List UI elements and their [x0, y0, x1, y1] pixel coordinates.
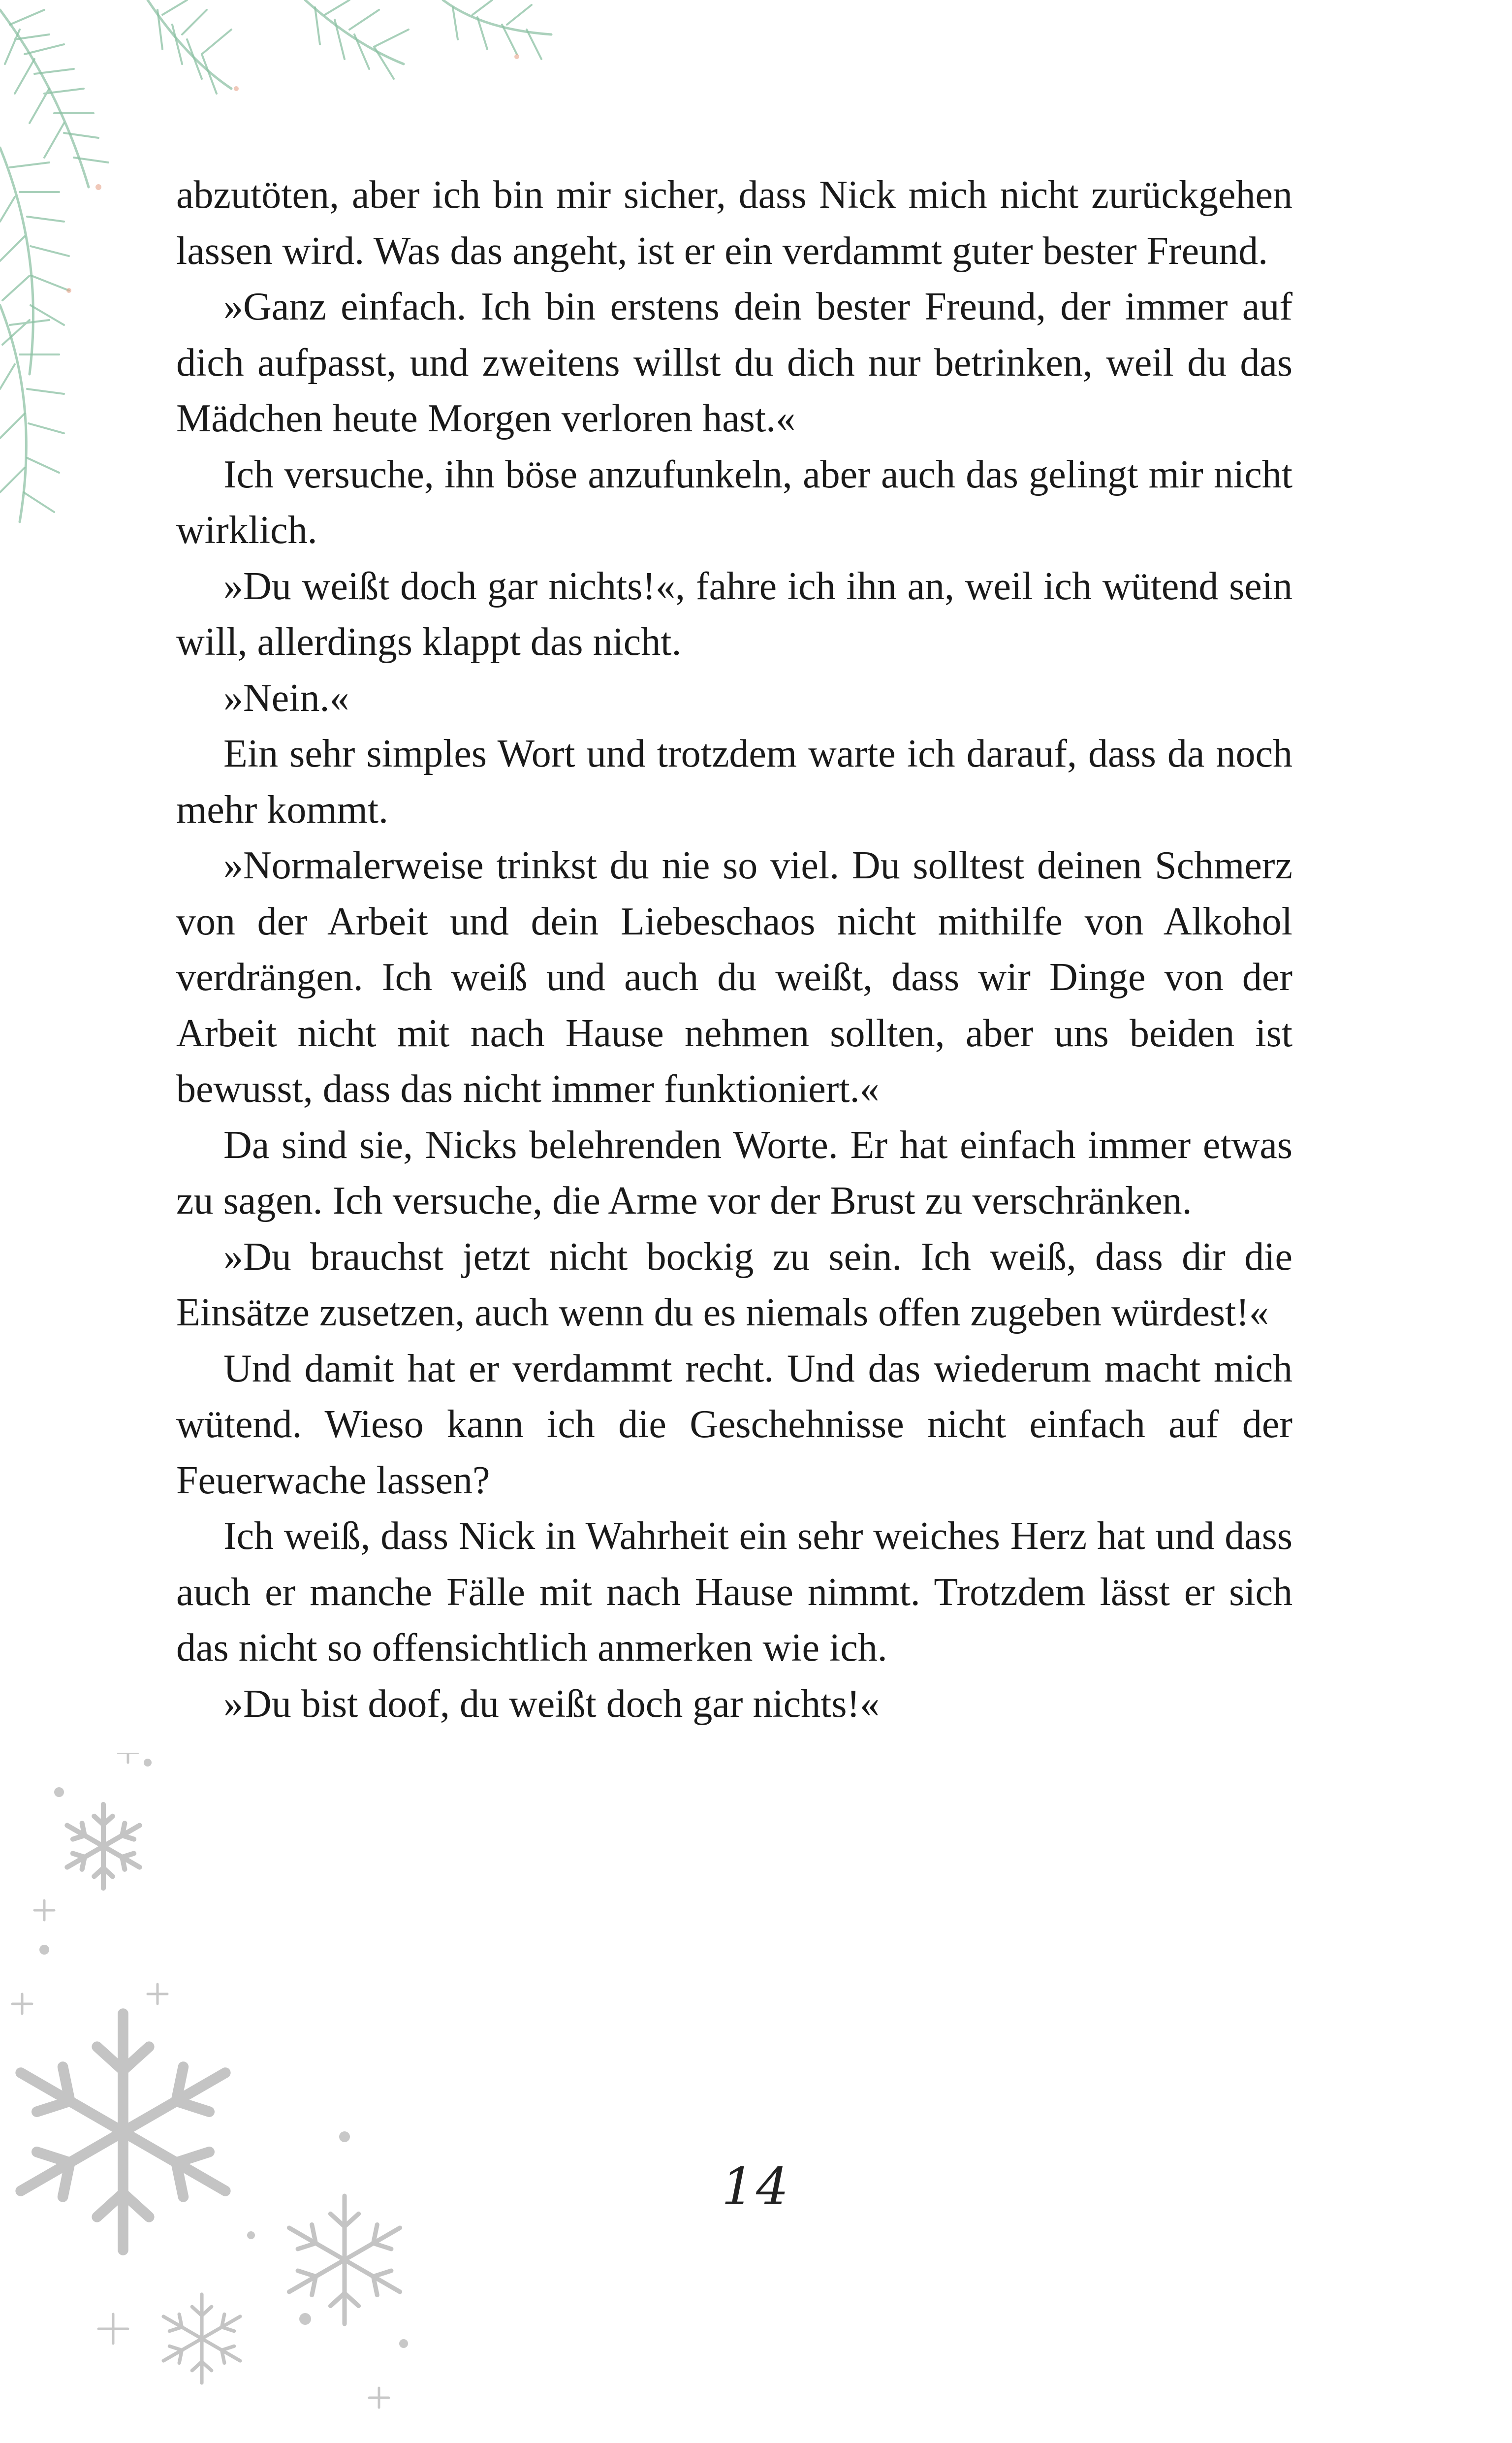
paragraph: »Nein.« — [223, 676, 349, 720]
page-number: 14 — [721, 2156, 791, 2217]
paragraph: Und damit hat er verdammt recht. Und das wiederum macht mich wütend. Wieso kann ich die Geschehnisse nicht einfach auf der Feuerwache lassen? — [176, 1347, 1292, 1502]
paragraph: Ich versuche, ihn böse anzufunkeln, aber auch das gelingt mir nicht wirklich. — [176, 452, 1292, 552]
snowflake-icon — [0, 1753, 472, 2443]
paragraph: abzutöten, aber ich bin mir sicher, dass Nick mich nicht zurückgehen lassen wird. Was das angeht, ist er ein verdammt guter bester Freund. — [176, 173, 1292, 273]
paragraph: »Du brauchst jetzt nicht bockig zu sein. Ich weiß, dass dir die Einsätze zusetzen, auch wenn du es niemals offen zugeben würdest!« — [176, 1235, 1292, 1334]
paragraph: Ein sehr simples Wort und trotzdem warte ich darauf, dass da noch mehr kommt. — [176, 732, 1292, 832]
paragraph: Ich weiß, dass Nick in Wahrheit ein sehr weiches Herz hat und dass auch er manche Fälle mit nach Hause nimmt. Trotzdem lässt er sich das nicht so offensichtlich anmerken wie ich. — [176, 1514, 1292, 1670]
paragraph: »Du weißt doch gar nichts!«, fahre ich ihn an, weil ich wütend sein will, allerdings klappt das nicht. — [176, 564, 1292, 664]
paragraph: »Normalerweise trinkst du nie so viel. Du solltest deinen Schmerz von der Arbeit und dein Liebeschaos nicht mithilfe von Alkohol verdrängen. Ich weiß und auch du weißt, dass wir Dinge von der Arbeit nicht mit nach Hause nehmen sollten, aber uns beiden ist bewusst, dass das nicht immer funktioniert.« — [176, 844, 1292, 1111]
paragraph: Da sind sie, Nicks belehrenden Worte. Er hat einfach immer etwas zu sagen. Ich versuche, die Arme vor der Brust zu verschränken. — [176, 1123, 1292, 1222]
paragraph: »Du bist doof, du weißt doch gar nichts!« — [223, 1682, 880, 1726]
paragraph: »Ganz einfach. Ich bin erstens dein bester Freund, der immer auf dich aufpasst, und zweitens willst du dich nur betrinken, weil du das Mädchen heute Morgen verloren hast.« — [176, 285, 1292, 440]
body-text — [176, 167, 1292, 1732]
